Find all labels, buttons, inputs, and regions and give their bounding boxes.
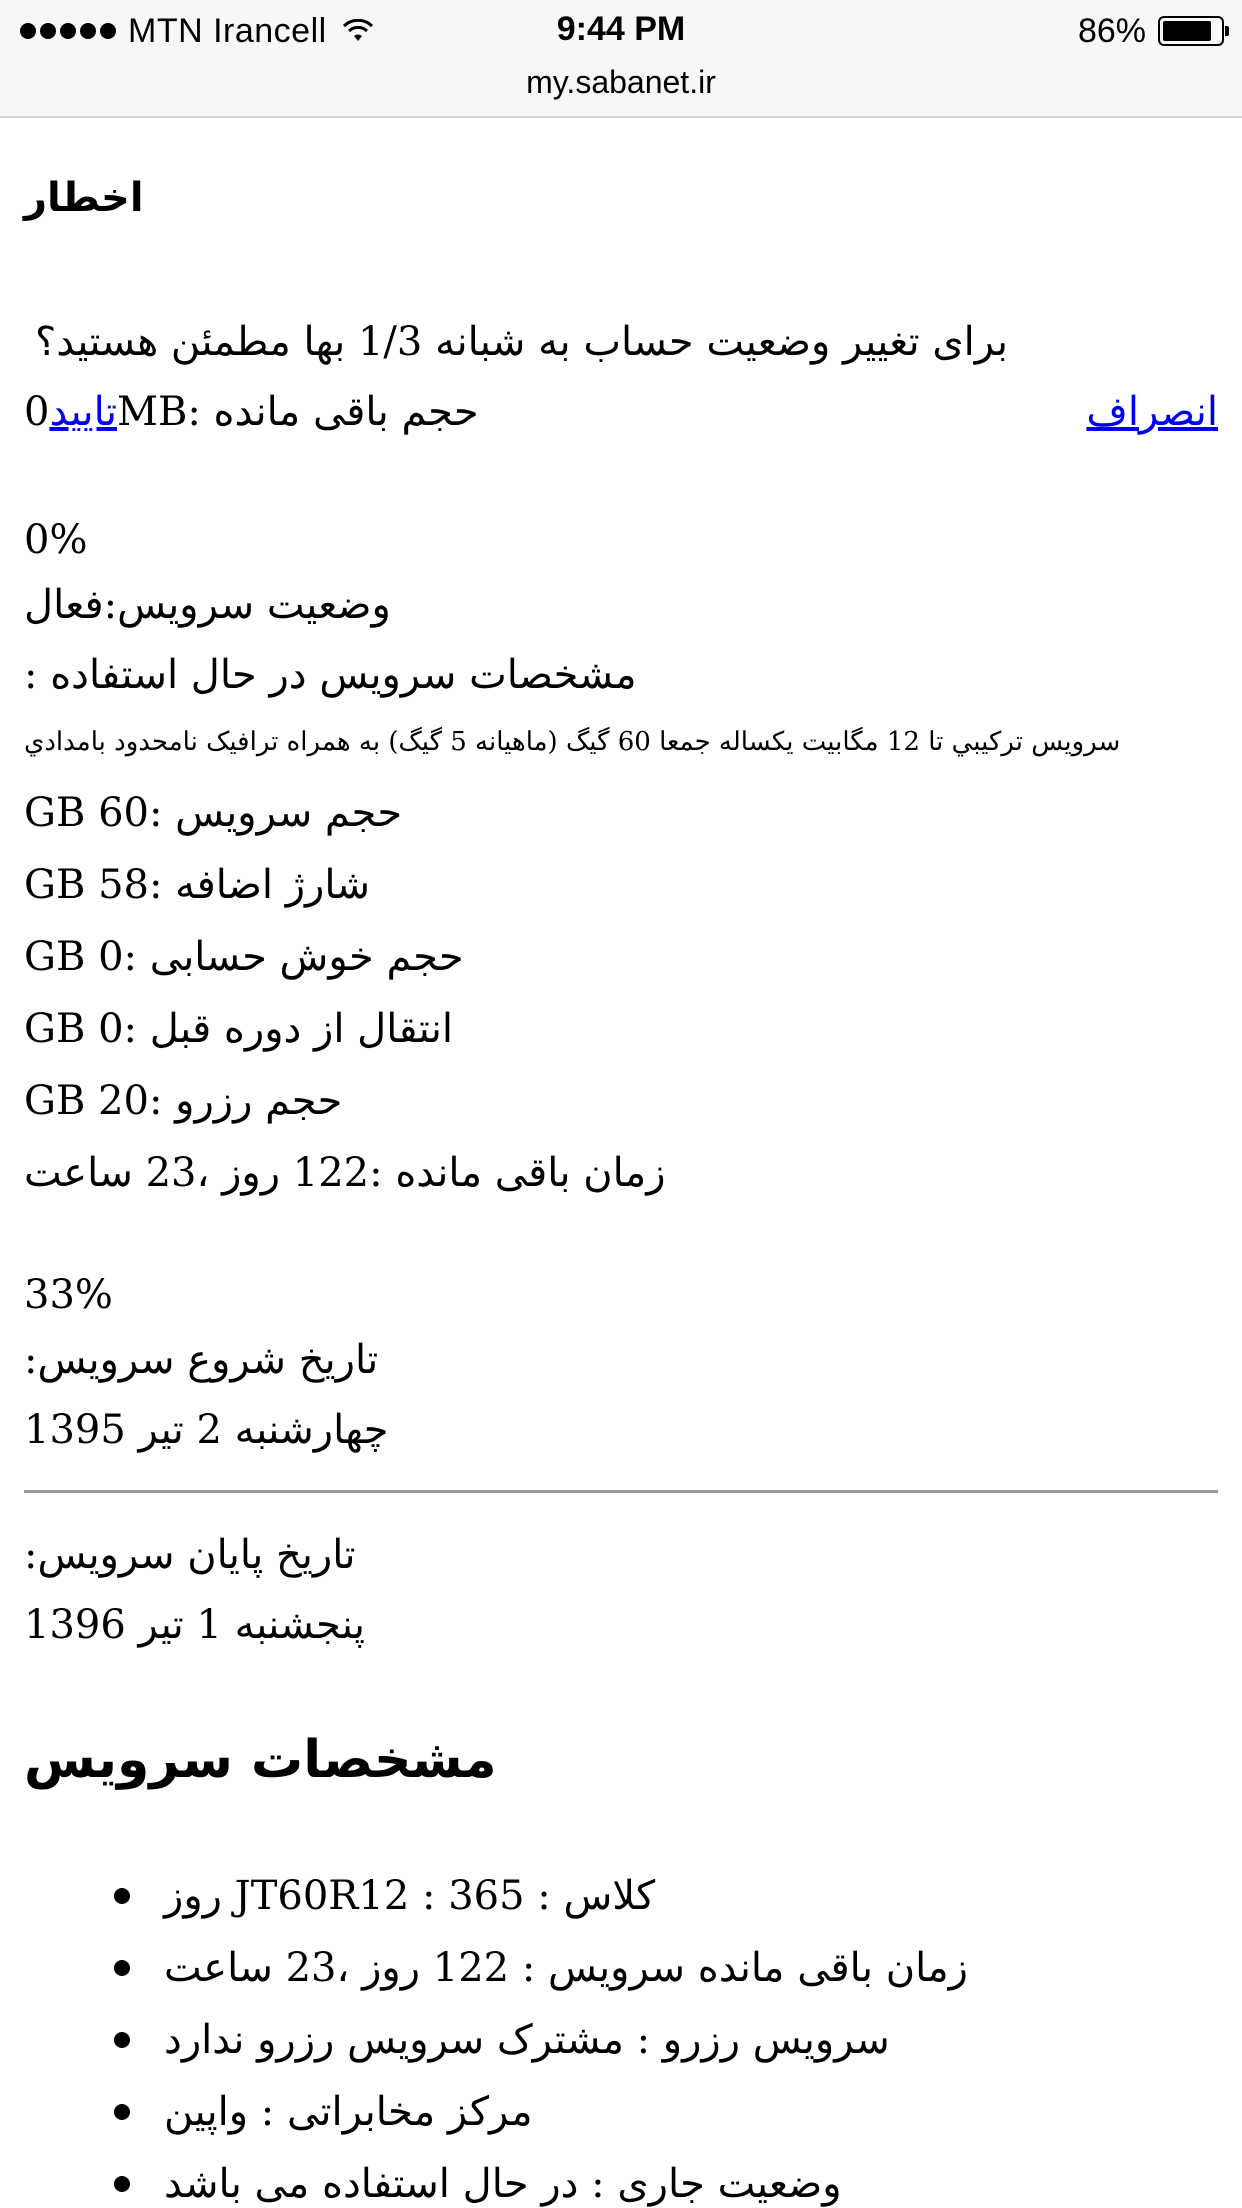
battery-icon	[1158, 16, 1224, 46]
battery-fill	[1163, 21, 1211, 41]
carrier-name: MTN Irancell	[128, 11, 327, 50]
bullet-icon	[114, 1888, 130, 1904]
service-details-list	[84, 1860, 1218, 2208]
bullet-icon	[114, 2176, 130, 2192]
service-volume: حجم سرویس :60 GB	[24, 790, 403, 836]
remaining-time: زمان باقی مانده :122 روز ،23 ساعت	[24, 1150, 666, 1196]
cancel-link[interactable]: انصراف	[1086, 389, 1218, 435]
start-date: چهارشنبه 2 تیر 1395	[24, 1407, 389, 1453]
status-bar	[0, 0, 1242, 62]
list-item: سرویس رزرو : مشترک سرویس رزرو ندارد	[84, 2004, 1218, 2076]
extra-charge: شارژ اضافه :58 GB	[24, 862, 371, 908]
end-date: پنجشنبه 1 تیر 1396	[24, 1602, 365, 1648]
bullet-icon	[114, 2104, 130, 2120]
reserve-volume: حجم رزرو :20 GB	[24, 1078, 343, 1124]
start-date-label: تاریخ شروع سرویس:	[24, 1337, 379, 1383]
list-item: کلاس : JT60R12 : 365 روز	[84, 1860, 1218, 1932]
address-bar[interactable]	[0, 62, 1242, 118]
bullet-icon	[114, 1960, 130, 1976]
bullet-icon	[114, 2032, 130, 2048]
remaining-volume-label: حجم باقی مانده :	[187, 389, 479, 435]
current-service-label: مشخصات سرویس در حال استفاده :	[24, 652, 637, 698]
bonus-volume: حجم خوش حسابی :0 GB	[24, 934, 464, 980]
confirm-link[interactable]: تایید	[49, 389, 117, 435]
end-date-label: تاریخ پایان سرویس:	[24, 1532, 356, 1578]
battery-percent: 86%	[1077, 11, 1146, 50]
list-item: وضعیت جاری : در حال استفاده می باشد	[84, 2148, 1218, 2208]
carried-over: انتقال از دوره قبل :0 GB	[24, 1006, 453, 1052]
current-service-description: سرويس ترکيبي تا 12 مگابيت يکساله جمعا 60 گيگ (ماهيانه 5 گيگ) به همراه ترافيک نامحدود بامدادي	[24, 727, 1121, 757]
confirm-row	[24, 382, 479, 442]
list-item: زمان باقی مانده سرویس : 122 روز ،23 ساعت	[84, 1932, 1218, 2004]
service-details-title: مشخصات سرویس	[24, 1730, 497, 1790]
cancel-row	[1086, 382, 1218, 442]
status-bar-right	[1078, 12, 1224, 50]
warning-message: برای تغییر وضعیت حساب به شبانه 1/3 بها مطمئن هستید؟	[35, 319, 1008, 365]
divider	[24, 1490, 1218, 1493]
url-text: my.sabanet.ir	[526, 64, 716, 100]
service-status: وضعیت سرویس:فعال	[24, 582, 391, 628]
warning-title: اخطار	[24, 175, 144, 221]
remaining-volume-value: 0MB	[24, 389, 188, 435]
time-percent: 33%	[24, 1272, 113, 1318]
volume-percent: 0%	[24, 517, 88, 563]
list-item: مرکز مخابراتی : واپین	[84, 2076, 1218, 2148]
clock: 9:44 PM	[556, 10, 686, 48]
